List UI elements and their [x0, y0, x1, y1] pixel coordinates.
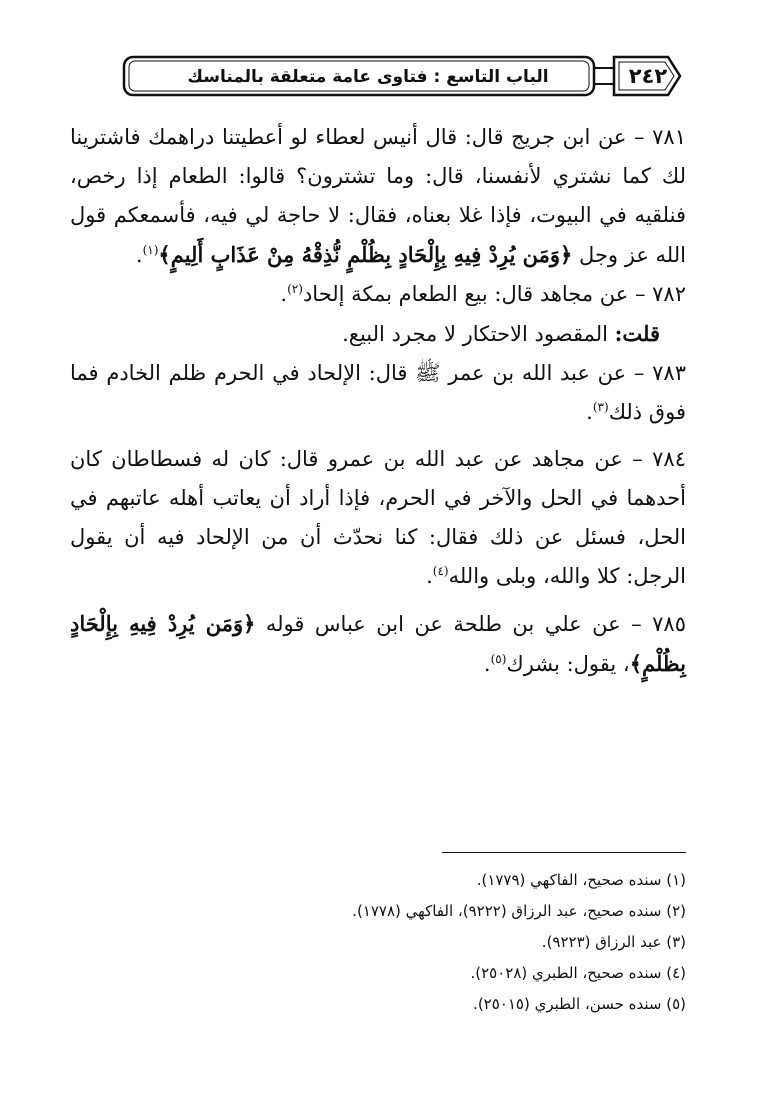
author-comment [70, 314, 686, 354]
footnote-3: (٣) عبد الرزاق (٩٢٢٣). [541, 933, 686, 951]
comment-label: قلت: [614, 321, 660, 346]
footnote-ref: (٢) [287, 282, 303, 296]
footnote-5: (٥) سنده حسن، الطبري (٢٥٠١٥). [473, 995, 686, 1013]
entry-784 [70, 440, 686, 596]
entry-number: ٧٨٤ [652, 447, 686, 471]
entry-tail: . [135, 243, 143, 267]
entry-tail: . [280, 282, 288, 306]
entry-number: ٧٨٥ [652, 612, 686, 636]
entry-781 [70, 118, 686, 275]
chapter-title: الباب التاسع : فتاوى عامة متعلقة بالمناسك [187, 67, 549, 87]
comment-text: المقصود الاحتكار لا مجرد البيع. [342, 322, 615, 346]
quran-quote: ﴿وَمَن يُرِدْ فِيهِ بِإِلْحَادٍ بِظُلْمٍ نُّذِقْهُ مِنْ عَذَابٍ أَلِيمٍ﴾ [158, 242, 573, 267]
footnote-2: (٢) سنده صحيح، عبد الرزاق (٩٢٢٢)، الفاكهي (١٧٧٨). [352, 902, 686, 920]
entry-782 [70, 275, 686, 314]
footnote-ref: (٤) [432, 564, 449, 578]
entry-tail: . [586, 400, 593, 424]
entry-text: – عن علي بن طلحة عن ابن عباس قوله [255, 612, 653, 636]
footnote-ref: (١) [142, 243, 159, 257]
entry-tail: . [426, 564, 433, 588]
entry-number: ٧٨٢ [652, 282, 686, 306]
entry-number: ٧٨١ [652, 125, 686, 149]
entry-text: – عن مجاهد عن عبد الله بن عمرو قال: كان له فسطاطان كان أحدهما في الحل والآخر في الحرم، فإذا أراد أن يعاتب أهله عاتبهم في الحل، فسئل عن ذلك فقال: كنا نحدّث أن من الإلحاد فيه أن يقول الرجل: كلا والله، وبلى والله [70, 447, 686, 588]
footnote-4: (٤) سنده صحيح، الطبري (٢٥٠٢٨). [470, 964, 686, 982]
page-header [122, 54, 682, 98]
quran-quote: ﴿وَمَن يُرِدْ فِيهِ بِإِلْحَادٍ بِظُلْمٍ﴾ [70, 611, 686, 676]
entry-785 [70, 604, 686, 684]
entry-tail: . [483, 652, 491, 676]
entry-number: ٧٨٣ [652, 361, 686, 385]
footnote-ref: (٣) [592, 400, 609, 414]
footnote-ref: (٥) [490, 652, 507, 666]
footnotes [70, 852, 686, 1020]
entry-text: – عن ابن جريج قال: قال أنيس لعطاء لو أعطيتنا دراهمك فاشترينا لك كما نشتري لأنفسنا، قال: وما تشترون؟ قالوا: الطعام إذا رخص، فنلقيه في البيوت، فإذا غلا بعناه، فقال: لا حاجة لي فيه، فأسمعكم قول الله عز وجل [70, 125, 686, 267]
entry-text-continued: ، يقول: بشرك [506, 652, 630, 676]
main-text [70, 118, 686, 684]
footnote-1: (١) سنده صحيح، الفاكهي (١٧٧٩). [476, 871, 686, 889]
entry-783 [70, 354, 686, 432]
entry-text: – عن عبد الله بن عمر ﷺ قال: الإلحاد في الحرم ظلم الخادم فما فوق ذلك [70, 361, 686, 424]
footnote-divider [442, 852, 686, 853]
entry-text: – عن مجاهد قال: بيع الطعام بمكة إلحاد [302, 282, 653, 306]
page-number: ٢٤٢ [628, 64, 668, 88]
